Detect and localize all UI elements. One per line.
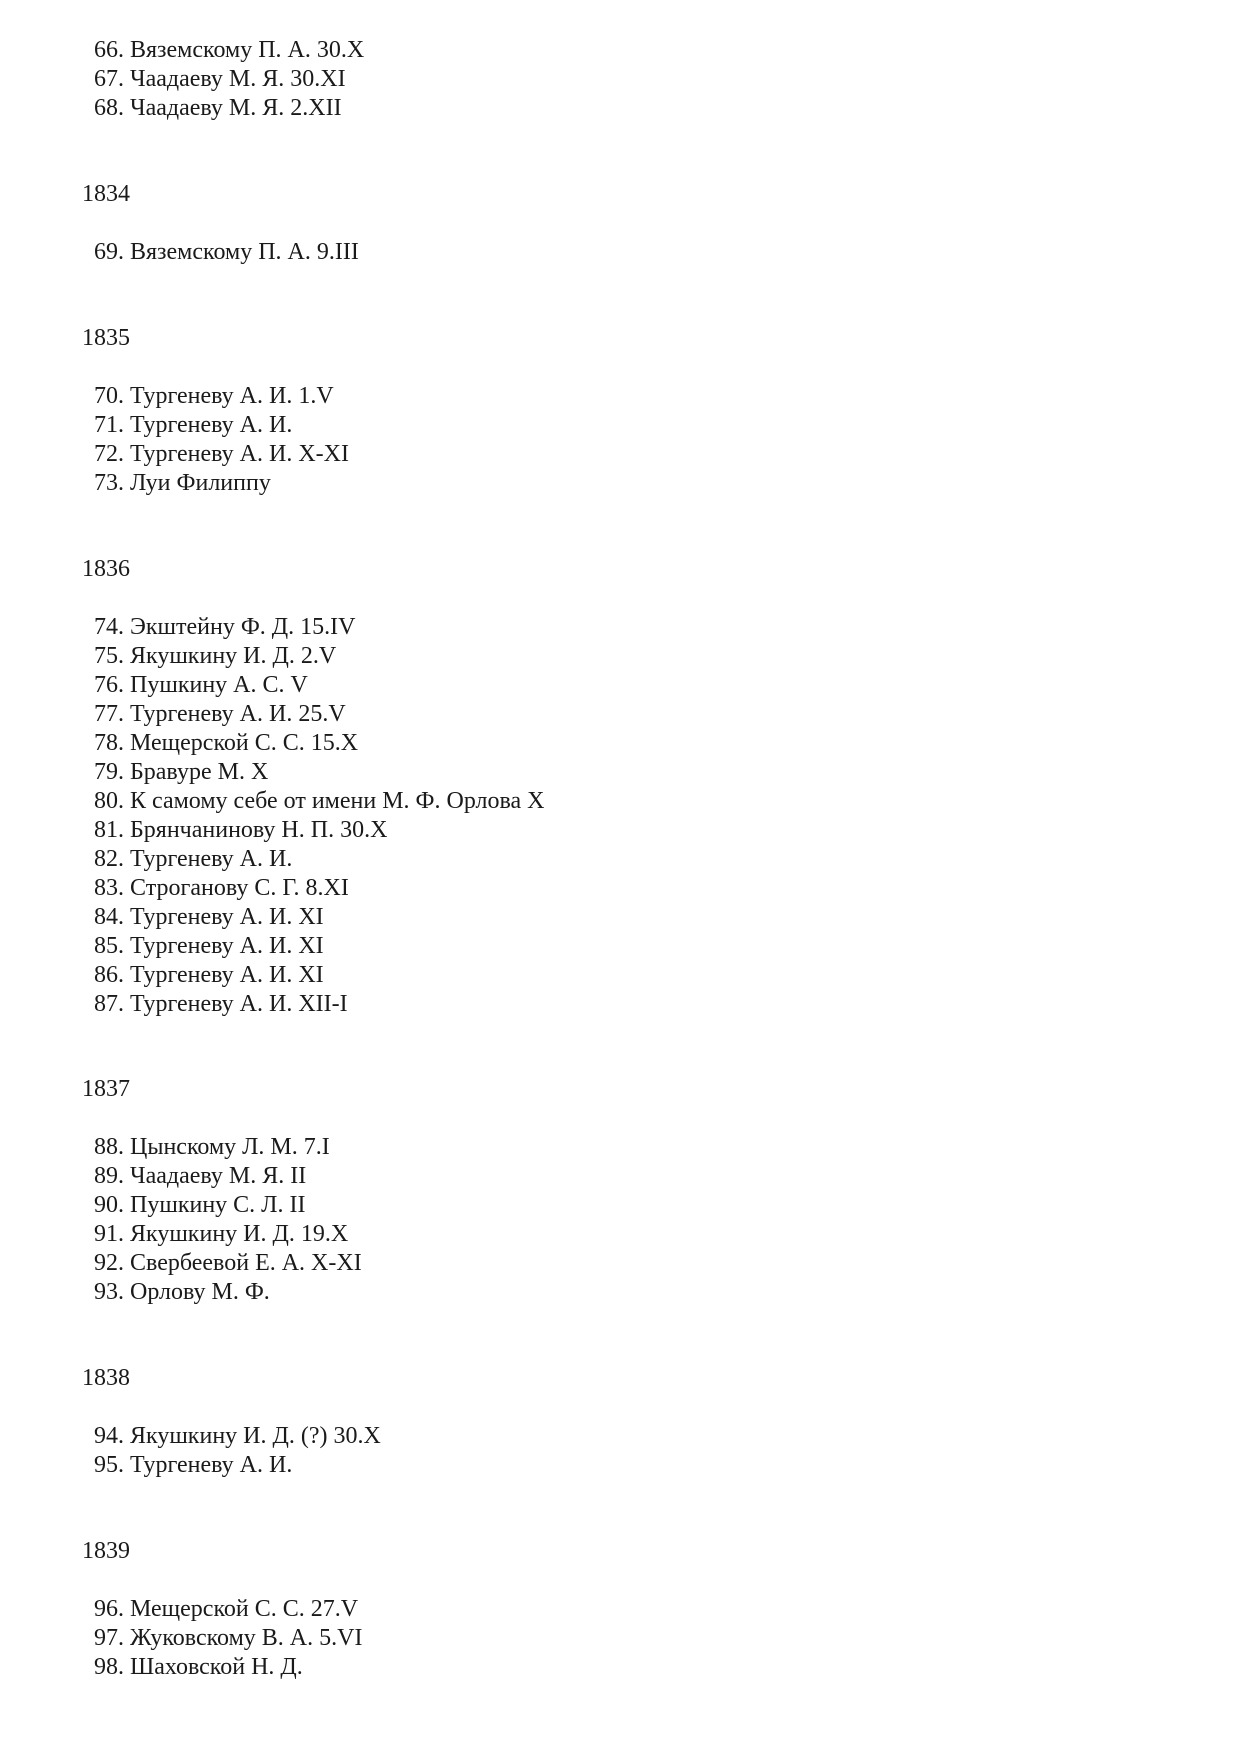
- letter-entry: 66. Вяземскому П. А. 30.X: [94, 37, 365, 63]
- letter-entry: 80. К самому себе от имени М. Ф. Орлова X: [94, 788, 545, 814]
- letter-entry: 70. Тургеневу А. И. 1.V: [94, 383, 334, 409]
- letter-entry: 78. Мещерской С. С. 15.X: [94, 730, 359, 756]
- letter-entry: 75. Якушкину И. Д. 2.V: [94, 643, 337, 669]
- letter-entry: 96. Мещерской С. С. 27.V: [94, 1596, 359, 1622]
- letter-entry: 68. Чаадаеву М. Я. 2.XII: [94, 95, 342, 121]
- letter-entry: 91. Якушкину И. Д. 19.X: [94, 1221, 349, 1247]
- year-heading: 1835: [82, 325, 130, 351]
- year-heading: 1839: [82, 1538, 130, 1564]
- letter-entry: 89. Чаадаеву М. Я. II: [94, 1163, 307, 1189]
- letter-entry: 72. Тургеневу А. И. X-XI: [94, 441, 349, 467]
- letter-entry: 74. Экштейну Ф. Д. 15.IV: [94, 614, 356, 640]
- year-heading: 1838: [82, 1365, 130, 1391]
- letter-entry: 82. Тургеневу А. И.: [94, 846, 293, 872]
- letter-entry: 71. Тургеневу А. И.: [94, 412, 293, 438]
- letter-entry: 93. Орлову М. Ф.: [94, 1279, 270, 1305]
- year-heading: 1837: [82, 1076, 130, 1102]
- letter-entry: 73. Луи Филиппу: [94, 470, 271, 496]
- letter-entry: 95. Тургеневу А. И.: [94, 1452, 293, 1478]
- letter-entry: 88. Цынскому Л. М. 7.I: [94, 1134, 330, 1160]
- letter-entry: 81. Брянчанинову Н. П. 30.X: [94, 817, 388, 843]
- letter-entry: 86. Тургеневу А. И. XI: [94, 962, 324, 988]
- letter-entry: 67. Чаадаеву М. Я. 30.XI: [94, 66, 346, 92]
- letter-entry: 85. Тургеневу А. И. XI: [94, 933, 324, 959]
- letter-entry: 76. Пушкину А. С. V: [94, 672, 308, 698]
- letter-entry: 84. Тургеневу А. И. XI: [94, 904, 324, 930]
- letter-entry: 90. Пушкину С. Л. II: [94, 1192, 306, 1218]
- letter-entry: 87. Тургеневу А. И. XII-I: [94, 991, 348, 1017]
- letter-entry: 83. Строганову С. Г. 8.XI: [94, 875, 349, 901]
- letter-entry: 77. Тургеневу А. И. 25.V: [94, 701, 346, 727]
- letter-entry: 69. Вяземскому П. А. 9.III: [94, 239, 359, 265]
- letter-entry: 79. Бравуре М. X: [94, 759, 269, 785]
- letter-entry: 94. Якушкину И. Д. (?) 30.X: [94, 1423, 381, 1449]
- letter-entry: 98. Шаховской Н. Д.: [94, 1654, 303, 1680]
- year-heading: 1834: [82, 181, 130, 207]
- letter-entry: 92. Свербеевой Е. А. X-XI: [94, 1250, 362, 1276]
- letter-entry: 97. Жуковскому В. А. 5.VI: [94, 1625, 363, 1651]
- year-heading: 1836: [82, 556, 130, 582]
